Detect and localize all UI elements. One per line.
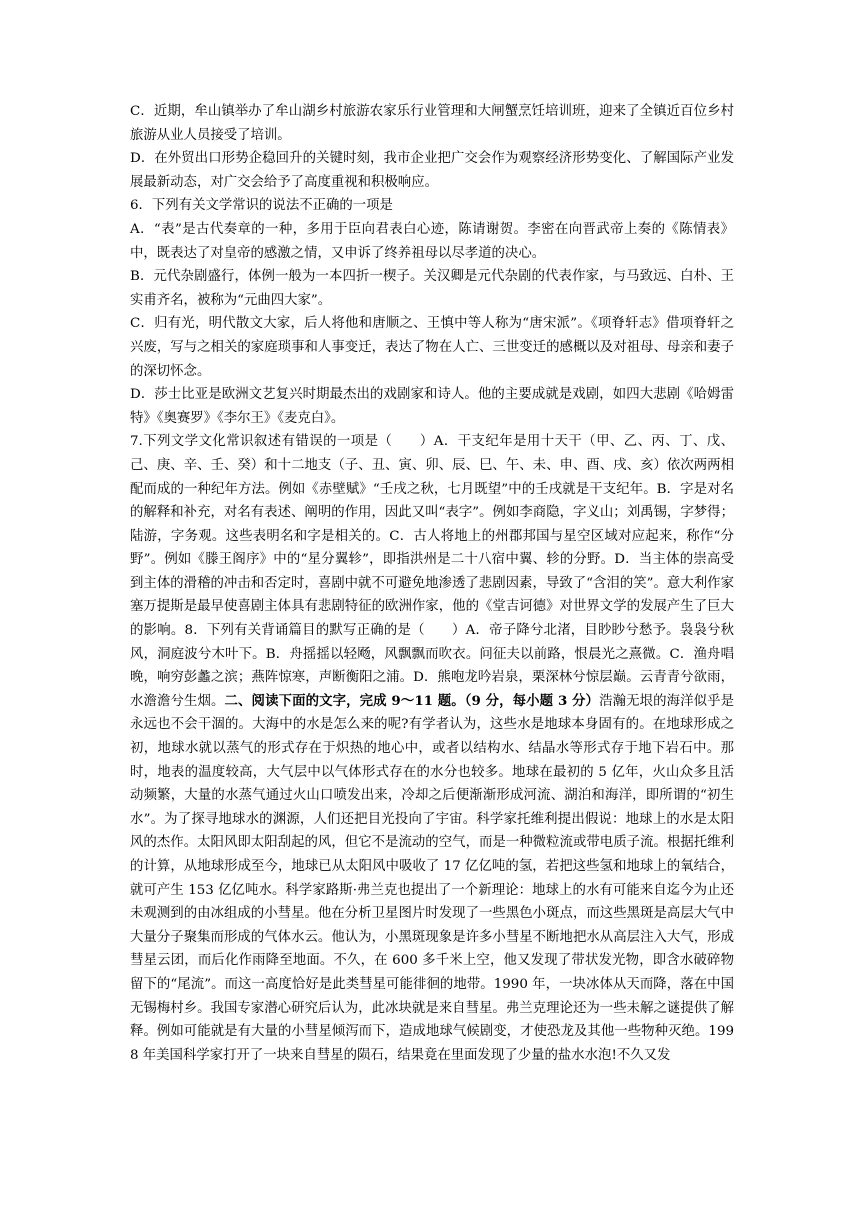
questions-7-8: 7.下列文学文化常识叙述有错误的一项是（ ）A．干支纪年是用十天干（甲、乙、丙、丁、戊、己、庚、辛、壬、癸）和十二地支（子、丑、寅、卯、辰、巳、午、未、申、酉、戌、亥）依次两两相配而成的一种纪年方法。例如《赤壁赋》“壬戌之秋，七月既望”中的壬戌就是干支纪年。B．字是对名的解释和补充，对名有表述、阐明的作用，因此又叫“表字”。例如李商隐，字义山；刘禹锡，字梦得；陆游，字务观。这些表明名和字是相关的。C．古人将地上的州郡邦国与星空区域对应起来，称作“分野”。例如《滕王阁序》中的“星分翼轸”，即指洪州是二十八宿中翼、轸的分野。D．当主体的崇高受到主体的滑稽的冲击和否定时，喜剧中就不可避免地渗透了悲剧因素，导致了“含泪的笑”。意大利作家塞万提斯是最早使喜剧主体具有悲剧特征的欧洲作家，他的《堂吉诃德》对世界文学的发展产生了巨大的影响。8．下列有关背诵篇目的默写正确的是（ ）A．帝子降兮北渚，目眇眇兮愁予。袅袅兮秋风，洞庭波兮木叶下。B．舟摇摇以轻飏，风飘飘而吹衣。问征夫以前路，恨晨光之熹微。C．渔舟唱晚，响穷彭蠡之滨；燕阵惊寒，声断衡阳之浦。D．熊咆龙吟岩泉，栗深林兮惊层巅。云青青兮欲雨，水澹澹兮生烟。 (130, 434, 734, 709)
question-6-option-a: A．“表”是古代奏章的一种，多用于臣向君表白心迹，陈请谢贺。李密在向晋武帝上奏的《陈情表》中，既表达了对皇帝的感激之情，又申诉了终养祖母以尽孝道的决心。 (130, 221, 734, 261)
section-2-heading: 二、阅读下面的文字，完成 9～11 题。（9 分，每小题 3 分） (224, 692, 600, 709)
option-5d: D．在外贸出口形势企稳回升的关键时刻，我市企业把广交会作为观察经济形势变化、了解国际产业发展最新动态，对广交会给予了高度重视和积极响应。 (130, 151, 734, 190)
questions-7-8-and-reading-passage (130, 430, 734, 1067)
option-5c: C．近期，牟山镇举办了牟山湖乡村旅游农家乐行业管理和大闸蟹烹饪培训班，迎来了全镇近百位乡村旅游从业人员接受了培训。 (130, 104, 734, 143)
exam-document (130, 100, 734, 1067)
reading-passage: 浩瀚无垠的海洋似乎是永远也不会干涸的。大海中的水是怎么来的呢?有学者认为，这些水是地球本身固有的。在地球形成之初，地球水就以蒸气的形式存在于炽热的地心中，或者以结构水、结晶水等形式存于地下岩石中。那时，地表的温度较高，大气层中以气体形式存在的水分也较多。地球在最初的 5 亿年，火山众多且活动频繁，大量的水蒸气通过火山口喷发出来，冷却之后便渐渐形成河流、湖泊和海洋，即所谓的“初生水”。为了探寻地球水的渊源，人们还把目光投向了宇宙。科学家托维利提出假说：地球上的水是太阳风的杰作。太阳风即太阳刮起的风，但它不是流动的空气，而是一种微粒流或带电质子流。根据托维利的计算，从地球形成至今，地球已从太阳风中吸收了 17 亿亿吨的氢，若把这些氢和地球上的氧结合，就可产生 153 亿亿吨水。科学家路斯·弗兰克也提出了一个新理论：地球上的水有可能来自迄今为止还未观测到的由冰组成的小彗星。他在分析卫星图片时发现了一些黑色小斑点，而这些黑斑是高层大气中大量分子聚集而形成的气体水云。他认为，小黑斑现象是许多小彗星不断地把水从高层注入大气，形成彗星云团，而后化作雨降至地面。不久，在 600 多千米上空，他又发现了带状发光物，即含水破碎物留下的“尾流”。而这一高度恰好是此类彗星可能徘徊的地带。1990 年，一块冰体从天而降，落在中国无锡梅村乡。我国专家潜心研究后认为，此冰块就是来自彗星。弗兰克理论还为一些未解之谜提供了解释。例如可能就是有大量的小彗星倾泻而下，造成地球气候剧变，才使恐龙及其他一些物种灭绝。1998 年美国科学家打开了一块来自彗星的陨石，结果竟在里面发现了少量的盐水水泡!不久又发 (130, 693, 735, 1063)
question-6-option-b: B．元代杂剧盛行，体例一般为一本四折一楔子。关汉卿是元代杂剧的代表作家，与马致远、白朴、王实甫齐名，被称为“元曲四大家”。 (130, 269, 734, 308)
question-6-option-d: D．莎士比亚是欧洲文艺复兴时期最杰出的戏剧家和诗人。他的主要成就是戏剧，如四大悲剧《哈姆雷特》《奥赛罗》《李尔王》《麦克白》。 (130, 387, 734, 426)
question-6-option-c: C．归有光，明代散文大家，后人将他和唐顺之、王慎中等人称为“唐宋派”。《项脊轩志》借项脊轩之兴废，写与之相关的家庭琐事和人事变迁，表达了物在人亡、三世变迁的感概以及对祖母、母亲和妻子的深切怀念。 (130, 316, 734, 379)
question-6-stem: 6．下列有关文学常识的说法不正确的一项是 (130, 198, 393, 214)
